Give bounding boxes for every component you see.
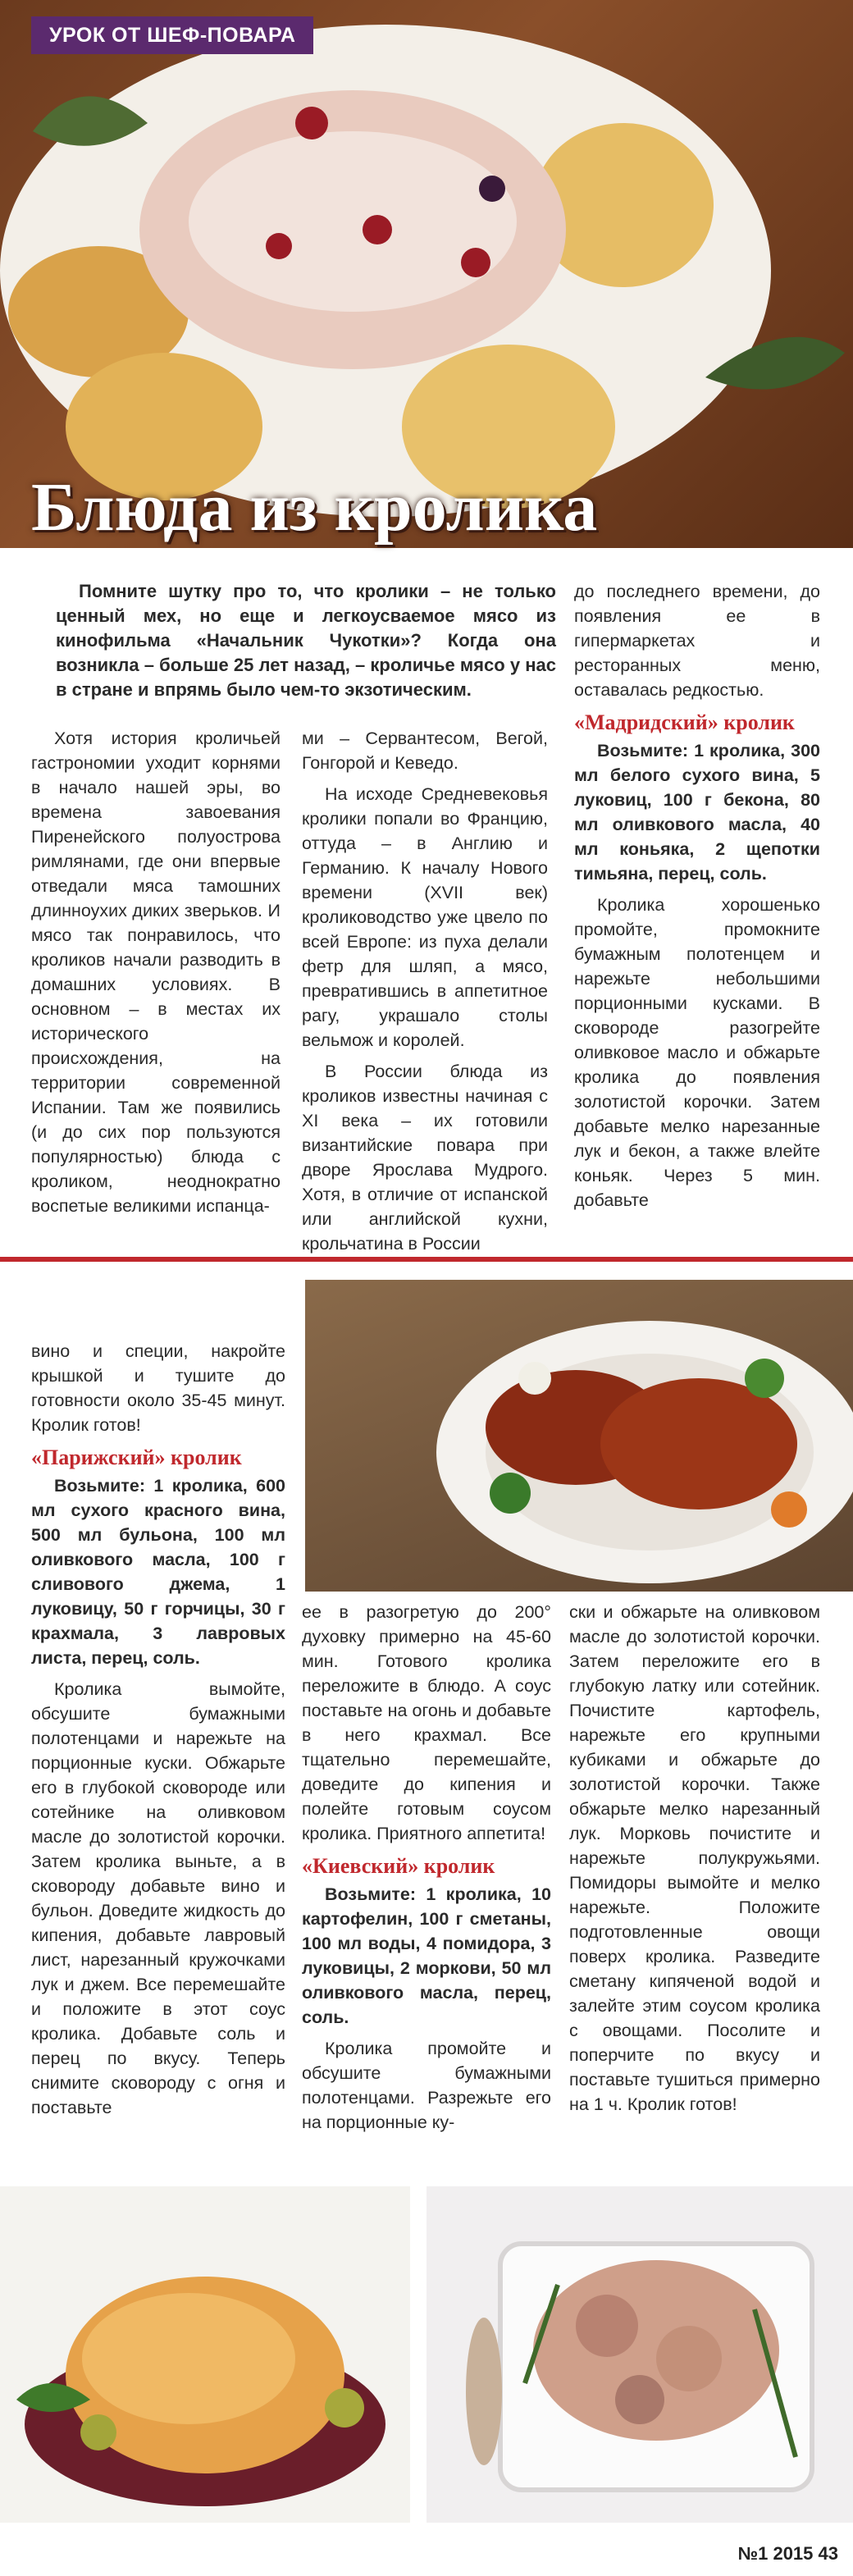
lower-column-1 <box>31 1339 285 2126</box>
history-column-2 <box>302 726 548 1263</box>
section-divider <box>0 1257 853 1262</box>
paris-title: «Парижский» кролик <box>31 1446 242 1469</box>
history-paragraph-2: На исходе Средневековья кролики попали во Францию, оттуда – в Англию и Германию. К началу Нового времени (XVII век) кролиководство уже цвело по всей Европе: из пуха делали фетр для шляп, а мясо, превратившись в аппетитное рагу, украшало столы вельмож и королей. <box>302 784 548 1050</box>
kiev-title: «Киевский» кролик <box>302 1854 495 1878</box>
kiev-steps-cont: ски и обжарьте на оливковом масле до золотистой корочки. Затем переложите его в глубокую латку или сотейник. Почистите картофель, нарежьте его крупными кубиками и обжарьте до золотистой корочки. Также обжарьте мелко нарезанный лук. Морковь почистите и нарежьте полукружьями. Помидоры вымойте и мелко нарежьте. Положите подготовленные овощи поверх кролика. Разведите сметану кипяченой водой и залейте этим соусом кролика с овощами. Посолите и поперчите по вкусу и поставьте тушиться примерно на 1 ч. Кролик готов! <box>569 1602 820 2114</box>
madrid-ingredients: Возьмите: 1 кролика, 300 мл белого сухого вина, 5 луковиц, 100 г бекона, 80 мл оливкового масла, 40 мл коньяка, 2 щепотки тимьяна, перец, соль. <box>574 741 820 884</box>
madrid-steps: Кролика хорошенько промойте, промокните бумажным полотенцем и нарежьте небольшими порционными кусками. В сковороде разогрейте оливковое масло и обжарьте кролика до появления золотистой корочки. Затем добавьте мелко нарезанные лук и бекон, а также влейте коньяк. Через 5 мин. добавьте <box>574 895 820 1210</box>
hero-illustration <box>0 0 853 548</box>
baked-rabbit-dish-photo <box>426 2186 853 2523</box>
page-title: Блюда из кролика <box>31 469 598 546</box>
roast-rabbit-photo <box>305 1280 853 1592</box>
hero-photo <box>0 0 853 548</box>
history-column-1 <box>31 726 281 1225</box>
kiev-ingredients: Возьмите: 1 кролика, 10 картофелин, 100 г сметаны, 100 мл воды, 4 помидора, 3 луковицы, 2 моркови, 50 мл оливкового масла, перец, соль. <box>302 1884 551 2027</box>
roasted-leg-illustration <box>0 2186 410 2523</box>
paris-ingredients: Возьмите: 1 кролика, 600 мл сухого красного вина, 500 мл бульона, 100 мл оливкового масла, 100 г сливового джема, 1 луковицу, 50 г горчицы, 30 г крахмала, 3 лавровых листа, перец, соль. <box>31 1476 285 1668</box>
paris-steps-cont: ее в разогретую до 200° духовку примерно на 45-60 мин. Готового кролика переложите в блюдо. А соус поставьте на огонь и добавьте в него крахмал. Все тщательно перемешайте, доведите до кипения и полейте готовым соусом кролика. Приятного аппетита! <box>302 1602 551 1843</box>
history-paragraph-1: Хотя история кроличьей гастрономии уходит корнями в начало нашей эры, во времена завоевания Пиренейского полуострова римлянами, где они впервые отведали мяса тамошних длинноухих диких зверьков. И мясо так понравилось, что кроликов начали разводить в домашних условиях. В основном – в местах их исторического происхождения, на территории современной Испании. Там же появились (и до сих пор пользуются популярностью) блюда с кроликом, неоднократно воспетые великими испанца- <box>31 728 281 1216</box>
intro-lead: Помните шутку про то, что кролики – не только ценный мех, но еще и легкоусваемое мясо из кинофильма «Начальник Чукотки»? Когда она возникла – больше 25 лет назад, – кроличье мясо у нас в стране и впрямь было чем-то экзотическим. <box>56 581 556 700</box>
history-paragraph-1-cont: ми – Сервантесом, Вегой, Гонгорой и Кеведо. <box>302 728 548 773</box>
section-badge: УРОК ОТ ШЕФ-ПОВАРА <box>31 16 313 54</box>
roasted-leg-photo <box>0 2186 410 2523</box>
page-footer: №1 2015 43 <box>737 2543 838 2564</box>
lower-column-3 <box>569 1600 820 2123</box>
lower-column-2 <box>302 1600 551 2141</box>
history-paragraph-3-cont: до последнего времени, до появления ее в гипермаркетах и ресторанных меню, оставалась редкостью. <box>574 582 820 700</box>
roast-illustration <box>305 1280 853 1592</box>
madrid-steps-cont: вино и специи, накройте крышкой и тушите до готовности около 35-45 минут. Кролик готов! <box>31 1341 285 1435</box>
paris-steps: Кролика вымойте, обсушите бумажными полотенцами и нарежьте на порционные куски. Обжарьте его в глубокой сковороде или сотейнике на оливковом масле до золотистой корочки. Затем кролика выньте, а в сковороду добавьте вино и бульон. Доведите жидкость до кипения, добавьте лавровый лист, нарезанный кружочками лук и джем. Все перемешайте и положите в этот соус кролика. Добавьте соль и перец по вкусу. Теперь снимите сковороду с огня и поставьте <box>31 1679 285 2117</box>
kiev-steps: Кролика промойте и обсушите бумажными полотенцами. Разрежьте его на порционные ку- <box>302 2039 551 2132</box>
history-paragraph-3: В России блюда из кроликов известны начиная с XI века – их готовили византийские повара при дворе Ярослава Мудрого. Хотя, в отличие от испанской или английской кухни, крольчатина в России <box>302 1062 548 1254</box>
history-column-3 <box>574 579 820 1219</box>
madrid-title: «Мадридский» кролик <box>574 710 795 734</box>
baked-dish-illustration <box>426 2186 853 2523</box>
